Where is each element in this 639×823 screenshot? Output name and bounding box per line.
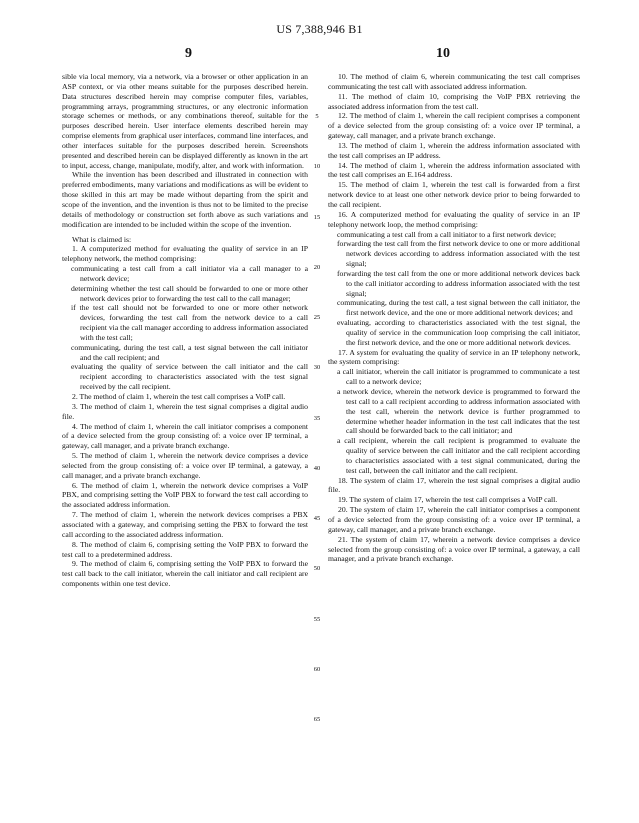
paragraph: 12. The method of claim 1, wherein the call recipient comprises a component of a device selected from the group consisting of: a voice over IP terminal, a gateway, call manager, and a private branch exchange. — [328, 111, 580, 141]
claim-step: communicating, during the test call, a test signal between the call initiator and the call recipient; and — [71, 342, 308, 362]
paragraph: 18. The system of claim 17, wherein the test signal comprises a digital audio file. — [328, 475, 580, 495]
paragraph: 3. The method of claim 1, wherein the test signal comprises a digital audio file. — [62, 401, 308, 421]
paragraph: sible via local memory, via a network, via a browser or other application in an ASP context, or via other means suitable for the purposes described herein. Data structures described herein may comprise computer files, variables, programming arrays, programming structures, or any electronic information storage schemes or methods, or any combinations thereof, suitable for the purposes described herein. User interface elements described herein may comprise elements from graphical user interfaces, command line interfaces, and other interfaces suitable for the purposes described herein. Screenshots presented and described herein can be displayed differently as known in the art to input, access, change, manipulate, modify, alter, and work with information. — [62, 72, 308, 170]
line-number: 35 — [313, 414, 321, 422]
claim-step: determining whether the test call should be forwarded to one or more other network devices prior to forwarding the test call to the call manager; — [71, 283, 308, 303]
paragraph: 19. The system of claim 17, wherein the test call comprises a VoIP call. — [338, 495, 558, 505]
paragraph: 10. The method of claim 6, wherein communicating the test call comprises communicating the test call with associated address information. — [328, 72, 580, 91]
paragraph: 1. A computerized method for evaluating the quality of service in an IP telephony network, the method comprising: — [62, 244, 308, 264]
paragraph: 21. The system of claim 17, wherein a network device comprises a device selected from the group consisting of: a voice over IP terminal, a gateway, a call manager, and a private branch exchange. — [328, 534, 580, 564]
line-number: 10 — [313, 163, 321, 171]
line-number: 30 — [313, 364, 321, 372]
paragraph: 13. The method of claim 1, wherein the address information associated with the test call comprises an IP address. — [328, 140, 580, 160]
paragraph: 20. The system of claim 17, wherein the call initiator comprises a component of a device selected from the group consisting of: a voice over IP terminal, a gateway, call manager, and a private branch exchange. — [328, 505, 580, 534]
left-text-column — [62, 72, 308, 589]
paragraph: 7. The method of claim 1, wherein the network devices comprises a PBX associated with a gateway, and comprising setting the PBX to forward the test call according to the associated address information. — [62, 510, 308, 539]
claim-step: communicating a test call from a call initiator via a call manager to a network device; — [71, 264, 308, 283]
paragraph: 6. The method of claim 1, wherein the network device comprises a VoIP PBX, and comprising setting the VoIP PBX to forward the test call according to the associated address information. — [62, 480, 308, 510]
paragraph: 17. A system for evaluating the quality of service in an IP telephony network, the system comprising: — [328, 347, 580, 367]
line-number: 5 — [315, 113, 319, 121]
line-number: 55 — [313, 615, 321, 623]
claim-step: evaluating the quality of service between the call initiator and the call recipient according to characteristics associated with the test signal received by the call recipient. — [71, 362, 308, 392]
claim-step: communicating a test call from a call initiator to a first network device; — [337, 229, 557, 239]
paragraph: 11. The method of claim 10, comprising the VoIP PBX retrieving the associated address information from the test call. — [328, 91, 580, 111]
line-number: 60 — [313, 665, 321, 673]
claim-step: forwarding the test call from the one or more additional network devices back to the call initiator according to address information associated with the test signal; — [337, 268, 580, 298]
line-number: 15 — [313, 213, 321, 221]
claim-step: a network device, wherein the network device is programmed to forward the test call to a call recipient according to address information associated with the test call, wherein the network device is further programmed to determine whether header information in the test call indicates that the test call should be forwarded back to the call initiator; and — [337, 387, 580, 436]
claim-step: forwarding the test call from the first network device to one or more additional network devices according to address information associated with the test signal; — [337, 239, 580, 269]
paragraph: 8. The method of claim 6, comprising setting the VoIP PBX to forward the test call to a predetermined address. — [62, 539, 308, 559]
right-column-number: 10 — [436, 46, 450, 61]
line-number: 65 — [313, 716, 321, 723]
patent-number: US 7,388,946 B1 — [276, 22, 363, 36]
paragraph: 15. The method of claim 1, wherein the test call is forwarded from a first network device to at least one other network device prior to being forwarded to the call recipient. — [328, 180, 580, 209]
right-text-column — [328, 72, 580, 564]
line-number: 20 — [313, 263, 321, 271]
paragraph: 5. The method of claim 1, wherein the network device comprises a device selected from the group consisting of: a voice over IP terminal, a gateway, a call manager, and a private branch exchange. — [62, 451, 308, 480]
paragraph: 2. The method of claim 1, wherein the test call comprises a VoIP call. — [72, 392, 286, 401]
claim-step: a call initiator, wherein the call initiator is programmed to communicate a test call to a network device; — [337, 367, 580, 387]
line-number: 50 — [313, 565, 321, 573]
left-column-number: 9 — [185, 46, 192, 61]
claim-step: a call recipient, wherein the call recipient is programmed to evaluate the quality of service between the call initiator and the call recipient according to characteristics associated with a test signal communicated, during the test call, between the call initiator and the call recipient. — [337, 436, 580, 475]
paragraph: 14. The method of claim 1, wherein the address information associated with the test call comprises an E.164 address. — [328, 160, 580, 180]
claim-step: evaluating, according to characteristics associated with the test signal, the quality of service in the communication loop comprising the call initiator, the first network device, and the one or more additional network devices. — [337, 318, 580, 347]
paragraph: While the invention has been described and illustrated in connection with preferred embodiments, many variations and modifications as will be evident to those skilled in this art may be made without departing from the spirit and scope of the invention, and the invention is thus not to be limited to the precise details of methodology or construction set forth above as such variations and modification are intended to be included within the scope of the invention. — [62, 170, 308, 229]
line-number: 40 — [313, 464, 321, 472]
claims-heading: What is claimed is: — [72, 234, 132, 244]
line-number: 25 — [313, 314, 321, 322]
paragraph: 9. The method of claim 6, comprising setting the VoIP PBX to forward the test call back to the call initiator, wherein the call initiator and call recipient are components within one test device. — [62, 559, 308, 589]
claim-step: communicating, during the test call, a test signal between the call initiator, the first network device, and the one or more additional network devices; and — [337, 298, 580, 318]
paragraph: 4. The method of claim 1, wherein the call initiator comprises a component of a device selected from the group consisting of: a voice over IP terminal, a gateway, call manager, and a private branch exchange. — [62, 421, 308, 451]
paragraph: 16. A computerized method for evaluating the quality of service in an IP telephony network loop, the method comprising: — [328, 209, 580, 229]
line-number: 45 — [313, 515, 321, 523]
claim-step: if the test call should not be forwarded to one or more other network devices, forwarding the test call from the network device to a call recipient via the call manager according to address information associated with the test call; — [71, 303, 308, 342]
